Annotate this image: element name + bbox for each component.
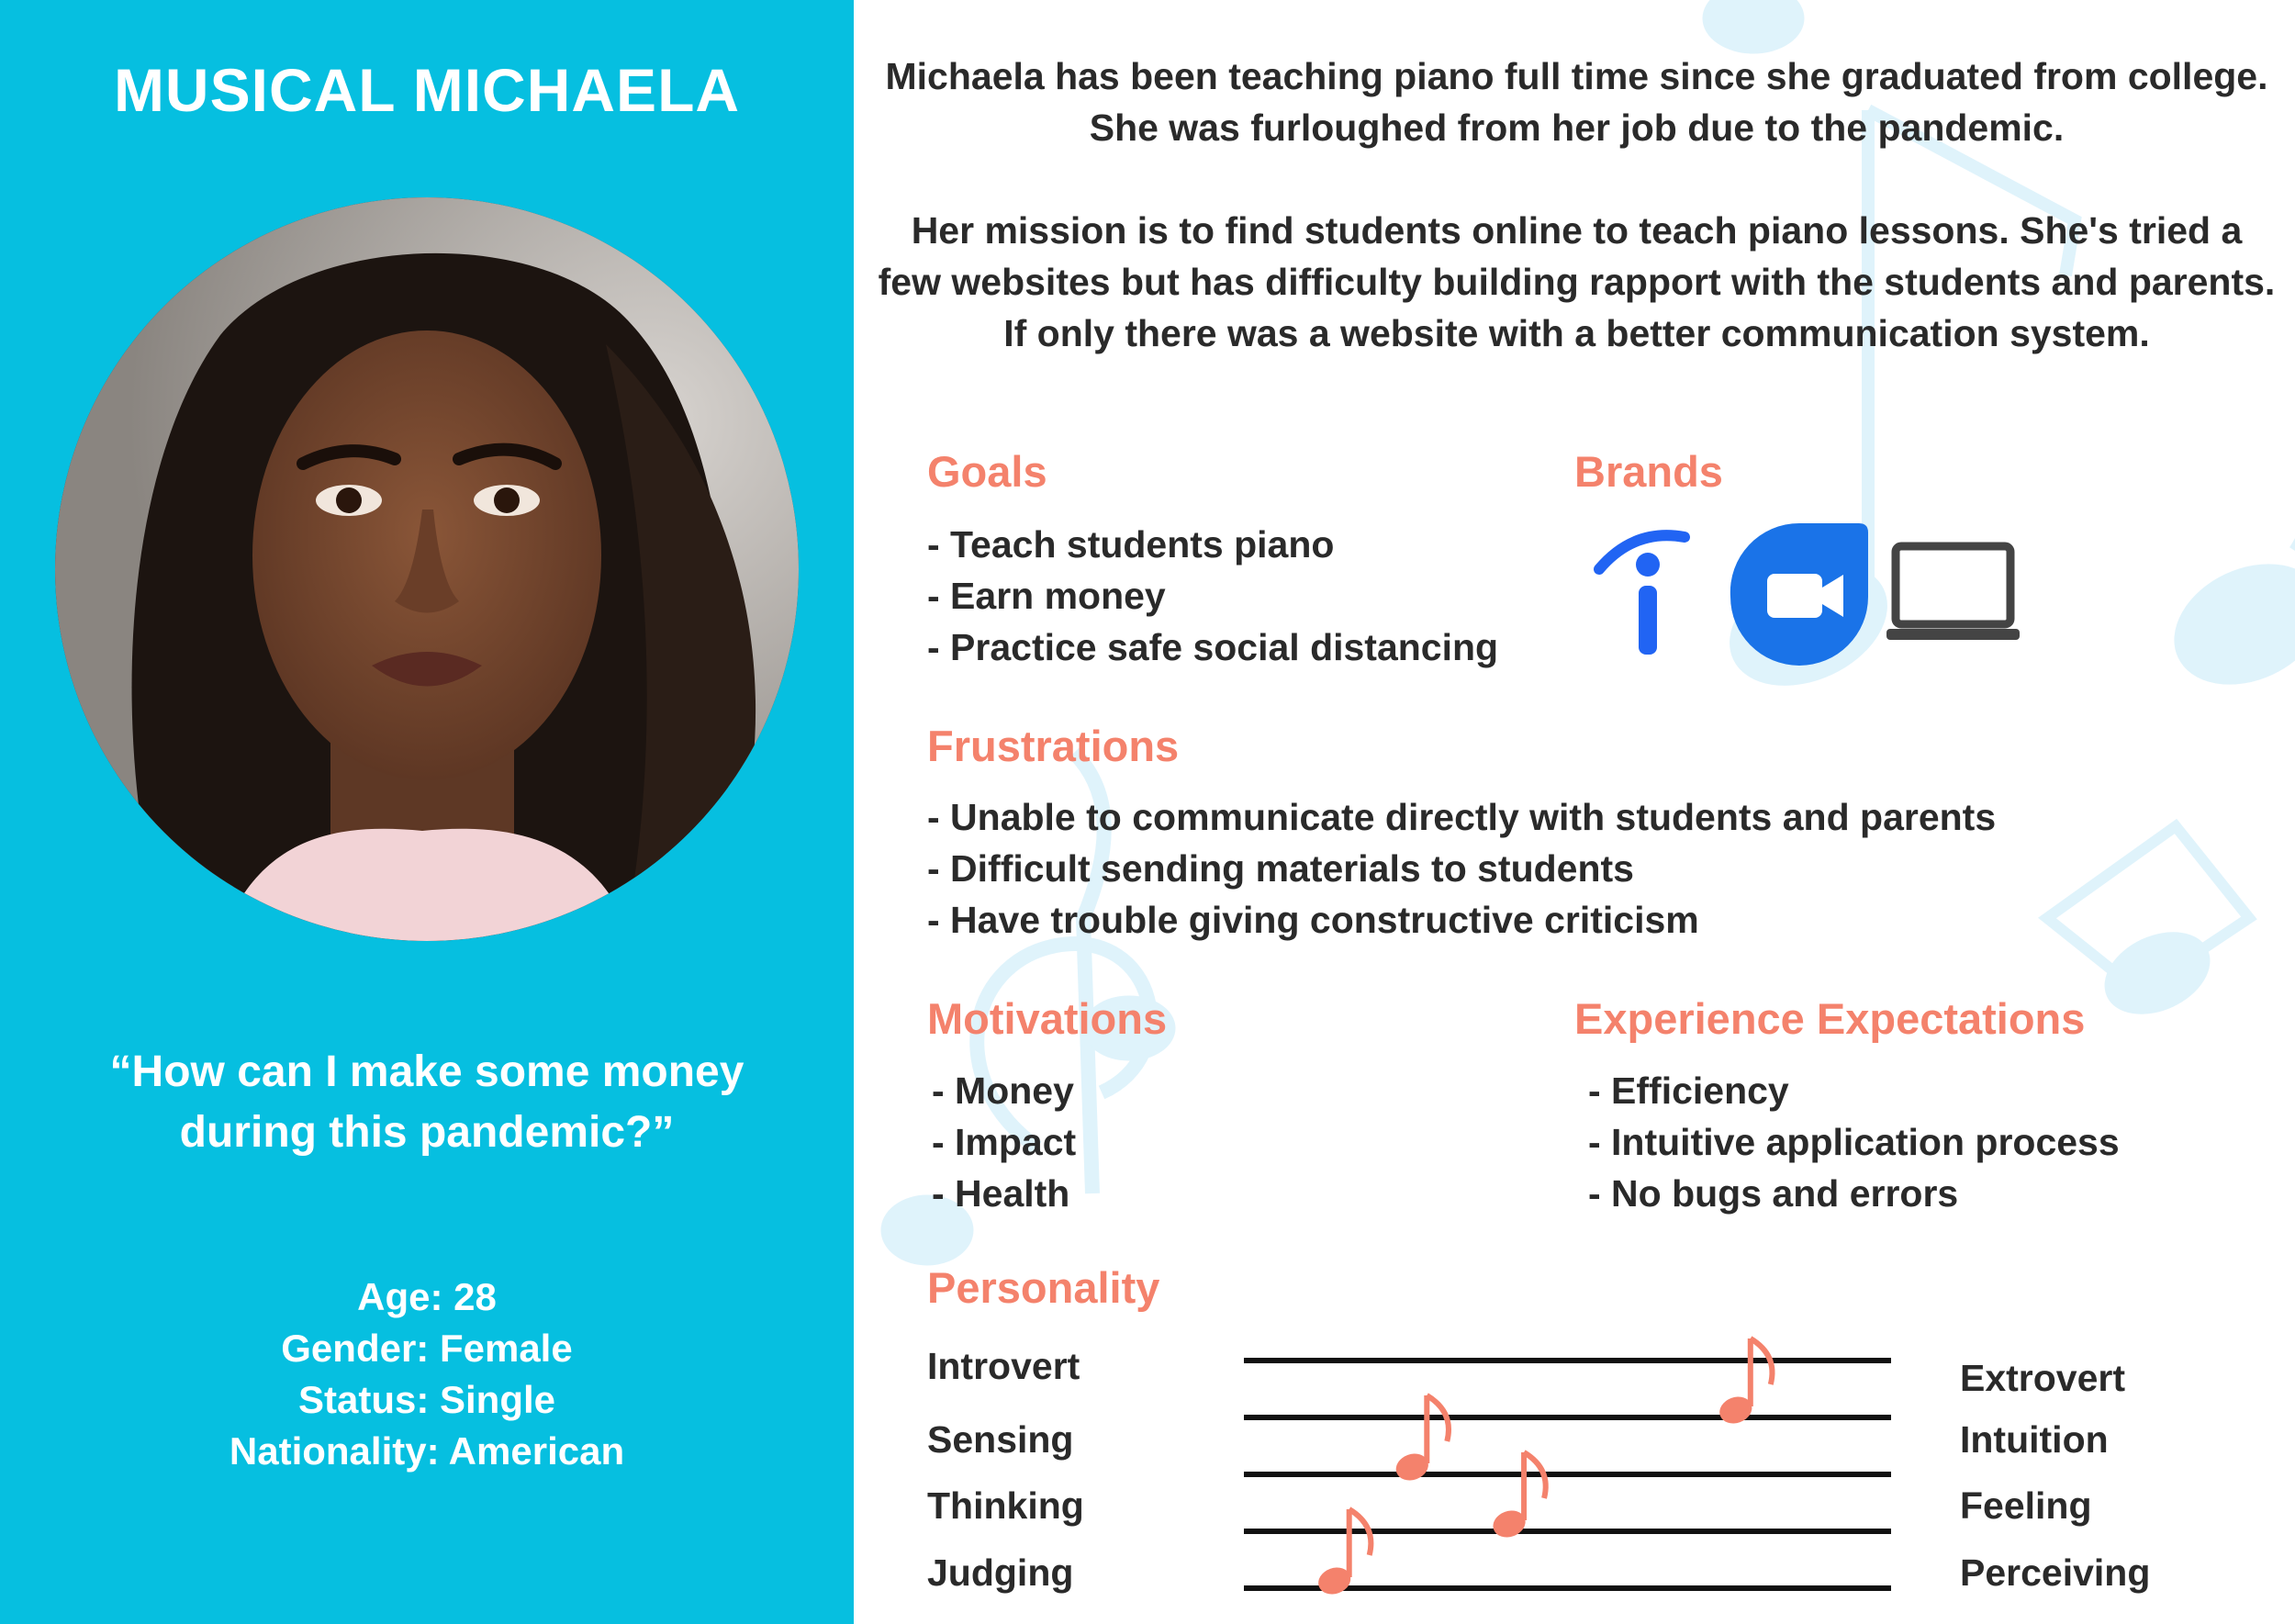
expectations-list [1588,1065,2120,1219]
persona-facts [0,1271,854,1477]
personality-heading: Personality [927,1263,1160,1312]
trait-right-label: Perceiving [1960,1551,2151,1594]
list-item: - Teach students piano [927,523,1335,566]
list-item: - Impact [932,1121,1077,1163]
music-note-marker [1315,1509,1371,1598]
music-note-marker [1716,1338,1772,1428]
fact-age: Age: 28 [357,1275,497,1318]
fact-gender: Gender: Female [281,1327,573,1370]
list-item: - Practice safe social distancing [927,626,1499,668]
trait-right-label: Intuition [1960,1418,2109,1461]
list-item: - Unable to communicate directly with students and parents [927,796,1997,838]
brands-heading: Brands [1574,447,1723,496]
list-item: - Intuitive application process [1588,1121,2120,1163]
goals-heading: Goals [927,447,1047,496]
list-item: - Earn money [927,575,1166,617]
trait-left-label: Sensing [927,1418,1074,1461]
google-duo-icon [1730,523,1868,666]
bio-paragraph: Michaela has been teaching piano full time since she graduated from college. She was furloughed from her job due to the pandemic. [885,55,2268,149]
persona-quote: “How can I make some money during this pandemic?” [109,1047,744,1157]
persona-title: MUSICAL MICHAELA [113,56,741,124]
persona-bio [877,50,2277,410]
trait-left-label: Judging [927,1551,1074,1594]
bio-paragraph: Her mission is to find students online to teach piano lessons. She's tried a few websites but has difficulty building rapport with the students and parents. If only there was a website with a better communication system. [878,209,2276,354]
trait-right-label: Extrovert [1960,1357,2126,1399]
motivations-list [932,1065,1076,1219]
portrait-image [55,197,799,941]
motivations-heading: Motivations [927,994,1168,1043]
music-note-marker [1393,1395,1449,1484]
expectations-heading: Experience Expectations [1574,994,2086,1043]
personality-scale [1239,1322,1896,1607]
trait-left-label: Introvert [927,1345,1080,1387]
persona-photo [55,197,799,941]
list-item: - No bugs and errors [1588,1172,1959,1215]
fact-nationality: Nationality: American [229,1429,625,1473]
frustrations-heading: Frustrations [927,722,1180,770]
trait-left-label: Thinking [927,1484,1084,1527]
list-item: - Health [932,1172,1070,1215]
frustrations-list [927,791,1996,946]
list-item: - Efficiency [1588,1070,1789,1112]
trait-right-label: Feeling [1960,1484,2092,1527]
music-note-marker [1489,1452,1545,1541]
persona-panel [0,0,854,1624]
list-item: - Money [932,1070,1074,1112]
list-item: - Have trouble giving constructive criticism [927,899,1699,941]
brand-logos [1579,514,2038,670]
indeed-icon [1599,535,1685,655]
laptop-icon [1886,546,2020,640]
list-item: - Difficult sending materials to students [927,847,1634,890]
goals-list [927,519,1498,673]
fact-status: Status: Single [297,1378,556,1421]
